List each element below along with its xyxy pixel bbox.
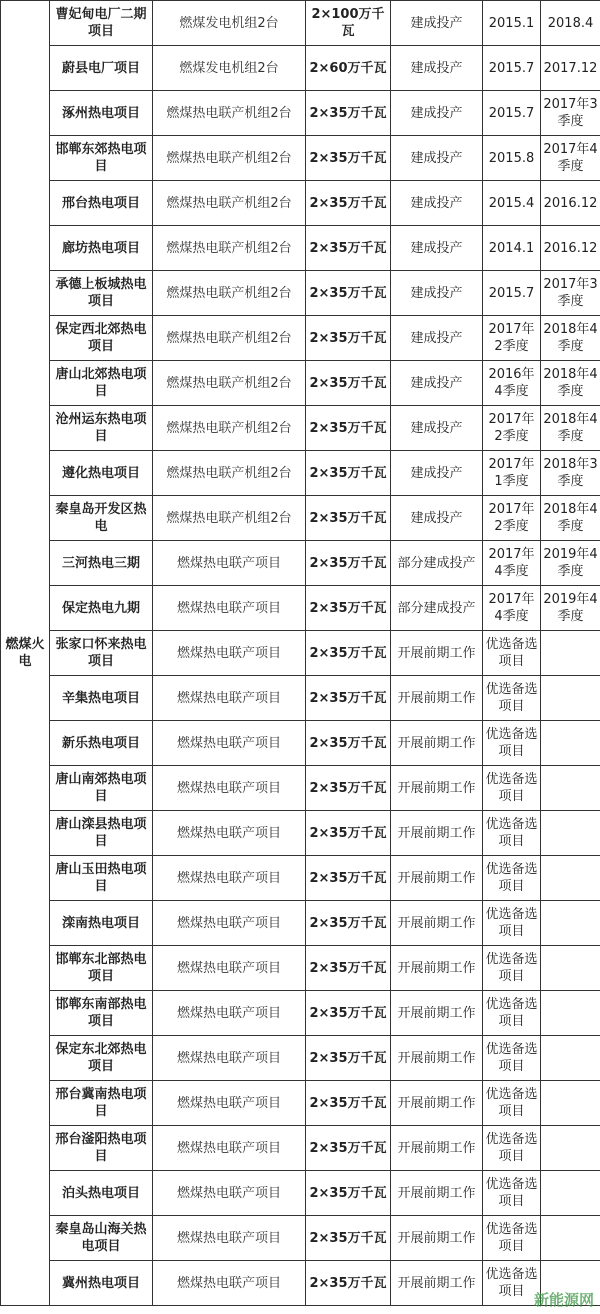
- table-row: [1, 181, 600, 226]
- project-name: 邢台热电项目: [50, 181, 153, 226]
- project-start: 2017年4季度: [483, 586, 541, 631]
- project-type: 燃煤热电联产项目: [153, 1081, 306, 1126]
- project-name: 邢台冀南热电项目: [50, 1081, 153, 1126]
- project-capacity: 2×35万千瓦: [306, 271, 391, 316]
- project-type: 燃煤热电联产项目: [153, 676, 306, 721]
- project-capacity: 2×35万千瓦: [306, 1126, 391, 1171]
- table-row: [1, 316, 600, 361]
- table-row: [1, 541, 600, 586]
- project-name: 邯郸东北部热电项目: [50, 946, 153, 991]
- project-start: 优选备选项目: [483, 766, 541, 811]
- project-start: 优选备选项目: [483, 1261, 541, 1306]
- project-status: 开展前期工作: [391, 901, 483, 946]
- project-type: 燃煤热电联产项目: [153, 1171, 306, 1216]
- project-type: 燃煤热电联产机组2台: [153, 136, 306, 181]
- project-type: 燃煤热电联产机组2台: [153, 91, 306, 136]
- project-start: 2016年4季度: [483, 361, 541, 406]
- project-name: 邢台滏阳热电项目: [50, 1126, 153, 1171]
- project-capacity: 2×35万千瓦: [306, 721, 391, 766]
- project-status: 开展前期工作: [391, 1036, 483, 1081]
- table-row: [1, 586, 600, 631]
- project-capacity: 2×35万千瓦: [306, 1216, 391, 1261]
- project-name: 承德上板城热电项目: [50, 271, 153, 316]
- table-body: [1, 1, 600, 1306]
- project-capacity: 2×35万千瓦: [306, 1036, 391, 1081]
- project-start: 2017年2季度: [483, 496, 541, 541]
- project-status: 开展前期工作: [391, 1171, 483, 1216]
- project-type: 燃煤热电联产项目: [153, 631, 306, 676]
- project-end: 2018年3季度: [541, 451, 600, 496]
- project-status: 开展前期工作: [391, 766, 483, 811]
- project-name: 邯郸东南部热电项目: [50, 991, 153, 1036]
- project-end: [541, 766, 600, 811]
- table-row: [1, 631, 600, 676]
- project-type: 燃煤热电联产机组2台: [153, 226, 306, 271]
- project-start: 优选备选项目: [483, 1081, 541, 1126]
- project-capacity: 2×35万千瓦: [306, 766, 391, 811]
- project-capacity: 2×35万千瓦: [306, 1171, 391, 1216]
- category-cell: 燃煤火电: [1, 1, 50, 1306]
- project-start: 2015.7: [483, 91, 541, 136]
- project-status: 开展前期工作: [391, 946, 483, 991]
- project-name: 滦南热电项目: [50, 901, 153, 946]
- project-type: 燃煤发电机组2台: [153, 46, 306, 91]
- project-start: 优选备选项目: [483, 946, 541, 991]
- project-end: [541, 721, 600, 766]
- project-capacity: 2×35万千瓦: [306, 451, 391, 496]
- project-capacity: 2×35万千瓦: [306, 406, 391, 451]
- table-row: [1, 361, 600, 406]
- table-row: [1, 1171, 600, 1216]
- project-status: 开展前期工作: [391, 1126, 483, 1171]
- project-end: [541, 811, 600, 856]
- project-name: 唐山南郊热电项目: [50, 766, 153, 811]
- table-row: [1, 271, 600, 316]
- project-end: 2017.12: [541, 46, 600, 91]
- project-end: 2017年3季度: [541, 271, 600, 316]
- project-end: 2019年4季度: [541, 586, 600, 631]
- project-name: 唐山北郊热电项目: [50, 361, 153, 406]
- project-capacity: 2×35万千瓦: [306, 541, 391, 586]
- project-type: 燃煤发电机组2台: [153, 1, 306, 46]
- project-capacity: 2×35万千瓦: [306, 946, 391, 991]
- project-status: 建成投产: [391, 226, 483, 271]
- project-name: 涿州热电项目: [50, 91, 153, 136]
- project-start: 2015.4: [483, 181, 541, 226]
- project-end: 2018年4季度: [541, 361, 600, 406]
- project-capacity: 2×35万千瓦: [306, 136, 391, 181]
- project-end: [541, 1081, 600, 1126]
- project-end: [541, 991, 600, 1036]
- table-row: [1, 1126, 600, 1171]
- project-name: 唐山玉田热电项目: [50, 856, 153, 901]
- project-status: 建成投产: [391, 136, 483, 181]
- project-capacity: 2×35万千瓦: [306, 1081, 391, 1126]
- project-status: 建成投产: [391, 271, 483, 316]
- project-start: 2017年1季度: [483, 451, 541, 496]
- project-capacity: 2×35万千瓦: [306, 316, 391, 361]
- project-end: [541, 1126, 600, 1171]
- project-status: 开展前期工作: [391, 991, 483, 1036]
- project-status: 开展前期工作: [391, 1216, 483, 1261]
- project-capacity: 2×35万千瓦: [306, 226, 391, 271]
- table-row: [1, 1216, 600, 1261]
- watermark-logo: 新能源网: [533, 1291, 594, 1309]
- project-status: 开展前期工作: [391, 811, 483, 856]
- table-row: [1, 991, 600, 1036]
- project-start: 优选备选项目: [483, 721, 541, 766]
- project-end: [541, 1171, 600, 1216]
- project-name: 保定西北郊热电项目: [50, 316, 153, 361]
- project-capacity: 2×35万千瓦: [306, 631, 391, 676]
- table-row: [1, 1081, 600, 1126]
- project-name: 秦皇岛开发区热电: [50, 496, 153, 541]
- project-status: 建成投产: [391, 496, 483, 541]
- project-end: [541, 901, 600, 946]
- project-name: 秦皇岛山海关热电项目: [50, 1216, 153, 1261]
- project-name: 新乐热电项目: [50, 721, 153, 766]
- project-type: 燃煤热电联产项目: [153, 721, 306, 766]
- project-capacity: 2×35万千瓦: [306, 991, 391, 1036]
- project-name: 曹妃甸电厂二期项目: [50, 1, 153, 46]
- project-type: 燃煤热电联产机组2台: [153, 181, 306, 226]
- project-start: 优选备选项目: [483, 676, 541, 721]
- project-status: 建成投产: [391, 46, 483, 91]
- project-end: [541, 1036, 600, 1081]
- table-row: [1, 91, 600, 136]
- project-capacity: 2×35万千瓦: [306, 856, 391, 901]
- project-status: 建成投产: [391, 361, 483, 406]
- project-end: 2017年3季度: [541, 91, 600, 136]
- project-type: 燃煤热电联产项目: [153, 766, 306, 811]
- table-row: [1, 136, 600, 181]
- project-type: 燃煤热电联产项目: [153, 1126, 306, 1171]
- project-type: 燃煤热电联产项目: [153, 1261, 306, 1306]
- table-row: [1, 1261, 600, 1306]
- project-type: 燃煤热电联产机组2台: [153, 451, 306, 496]
- project-type: 燃煤热电联产项目: [153, 991, 306, 1036]
- project-status: 开展前期工作: [391, 631, 483, 676]
- project-status: 建成投产: [391, 91, 483, 136]
- project-status: 部分建成投产: [391, 586, 483, 631]
- table-row: [1, 46, 600, 91]
- project-start: 优选备选项目: [483, 1036, 541, 1081]
- project-name: 遵化热电项目: [50, 451, 153, 496]
- project-type: 燃煤热电联产项目: [153, 856, 306, 901]
- project-start: 优选备选项目: [483, 991, 541, 1036]
- project-start: 2015.7: [483, 271, 541, 316]
- project-end: 2018年4季度: [541, 316, 600, 361]
- project-type: 燃煤热电联产项目: [153, 946, 306, 991]
- project-name: 廊坊热电项目: [50, 226, 153, 271]
- table-row: [1, 721, 600, 766]
- project-end: 2017年4季度: [541, 136, 600, 181]
- project-start: 2015.1: [483, 1, 541, 46]
- project-start: 2017年2季度: [483, 316, 541, 361]
- project-start: 优选备选项目: [483, 856, 541, 901]
- project-capacity: 2×35万千瓦: [306, 676, 391, 721]
- project-name: 张家口怀来热电项目: [50, 631, 153, 676]
- project-start: 优选备选项目: [483, 1171, 541, 1216]
- project-capacity: 2×35万千瓦: [306, 586, 391, 631]
- project-start: 2017年2季度: [483, 406, 541, 451]
- project-end: [541, 946, 600, 991]
- project-capacity: 2×35万千瓦: [306, 361, 391, 406]
- table-row: [1, 451, 600, 496]
- project-end: [541, 631, 600, 676]
- project-status: 开展前期工作: [391, 676, 483, 721]
- project-name: 保定东北郊热电项目: [50, 1036, 153, 1081]
- project-type: 燃煤热电联产机组2台: [153, 496, 306, 541]
- project-type: 燃煤热电联产机组2台: [153, 271, 306, 316]
- project-name: 泊头热电项目: [50, 1171, 153, 1216]
- project-type: 燃煤热电联产项目: [153, 901, 306, 946]
- project-start: 优选备选项目: [483, 631, 541, 676]
- project-capacity: 2×35万千瓦: [306, 1261, 391, 1306]
- project-end: [541, 676, 600, 721]
- project-name: 三河热电三期: [50, 541, 153, 586]
- project-name: 辛集热电项目: [50, 676, 153, 721]
- project-start: 优选备选项目: [483, 811, 541, 856]
- project-name: 蔚县电厂项目: [50, 46, 153, 91]
- project-type: 燃煤热电联产项目: [153, 811, 306, 856]
- project-type: 燃煤热电联产项目: [153, 541, 306, 586]
- table-row: [1, 856, 600, 901]
- project-status: 开展前期工作: [391, 1261, 483, 1306]
- table-row: [1, 1, 600, 46]
- project-start: 2017年4季度: [483, 541, 541, 586]
- project-name: 冀州热电项目: [50, 1261, 153, 1306]
- project-status: 开展前期工作: [391, 1081, 483, 1126]
- project-capacity: 2×35万千瓦: [306, 91, 391, 136]
- project-capacity: 2×35万千瓦: [306, 811, 391, 856]
- project-type: 燃煤热电联产机组2台: [153, 361, 306, 406]
- table-row: [1, 901, 600, 946]
- table-row: [1, 766, 600, 811]
- project-status: 建成投产: [391, 451, 483, 496]
- table-row: [1, 676, 600, 721]
- project-status: 部分建成投产: [391, 541, 483, 586]
- project-status: 建成投产: [391, 181, 483, 226]
- project-capacity: 2×35万千瓦: [306, 181, 391, 226]
- table-row: [1, 1036, 600, 1081]
- project-status: 开展前期工作: [391, 721, 483, 766]
- project-name: 邯郸东郊热电项目: [50, 136, 153, 181]
- project-type: 燃煤热电联产项目: [153, 1036, 306, 1081]
- project-type: 燃煤热电联产机组2台: [153, 316, 306, 361]
- table-row: [1, 226, 600, 271]
- project-capacity: 2×60万千瓦: [306, 46, 391, 91]
- table-row: [1, 811, 600, 856]
- project-type: 燃煤热电联产机组2台: [153, 406, 306, 451]
- project-status: 建成投产: [391, 1, 483, 46]
- project-end: 2018年4季度: [541, 496, 600, 541]
- project-end: [541, 1216, 600, 1261]
- project-end: [541, 856, 600, 901]
- project-capacity: 2×35万千瓦: [306, 901, 391, 946]
- table-row: [1, 496, 600, 541]
- project-capacity: 2×100万千瓦: [306, 1, 391, 46]
- project-start: 优选备选项目: [483, 1216, 541, 1261]
- project-end: 2016.12: [541, 226, 600, 271]
- project-start: 2015.8: [483, 136, 541, 181]
- project-start: 2014.1: [483, 226, 541, 271]
- project-end: 2019年4季度: [541, 541, 600, 586]
- project-capacity: 2×35万千瓦: [306, 496, 391, 541]
- project-type: 燃煤热电联产项目: [153, 586, 306, 631]
- project-name: 保定热电九期: [50, 586, 153, 631]
- table-row: [1, 406, 600, 451]
- project-start: 2015.7: [483, 46, 541, 91]
- project-end: 2018.4: [541, 1, 600, 46]
- project-status: 建成投产: [391, 406, 483, 451]
- project-name: 沧州运东热电项目: [50, 406, 153, 451]
- project-status: 开展前期工作: [391, 856, 483, 901]
- project-name: 唐山滦县热电项目: [50, 811, 153, 856]
- table-row: [1, 946, 600, 991]
- project-type: 燃煤热电联产项目: [153, 1216, 306, 1261]
- project-status: 建成投产: [391, 316, 483, 361]
- project-end: 2016.12: [541, 181, 600, 226]
- project-start: 优选备选项目: [483, 901, 541, 946]
- project-end: 2018年4季度: [541, 406, 600, 451]
- project-start: 优选备选项目: [483, 1126, 541, 1171]
